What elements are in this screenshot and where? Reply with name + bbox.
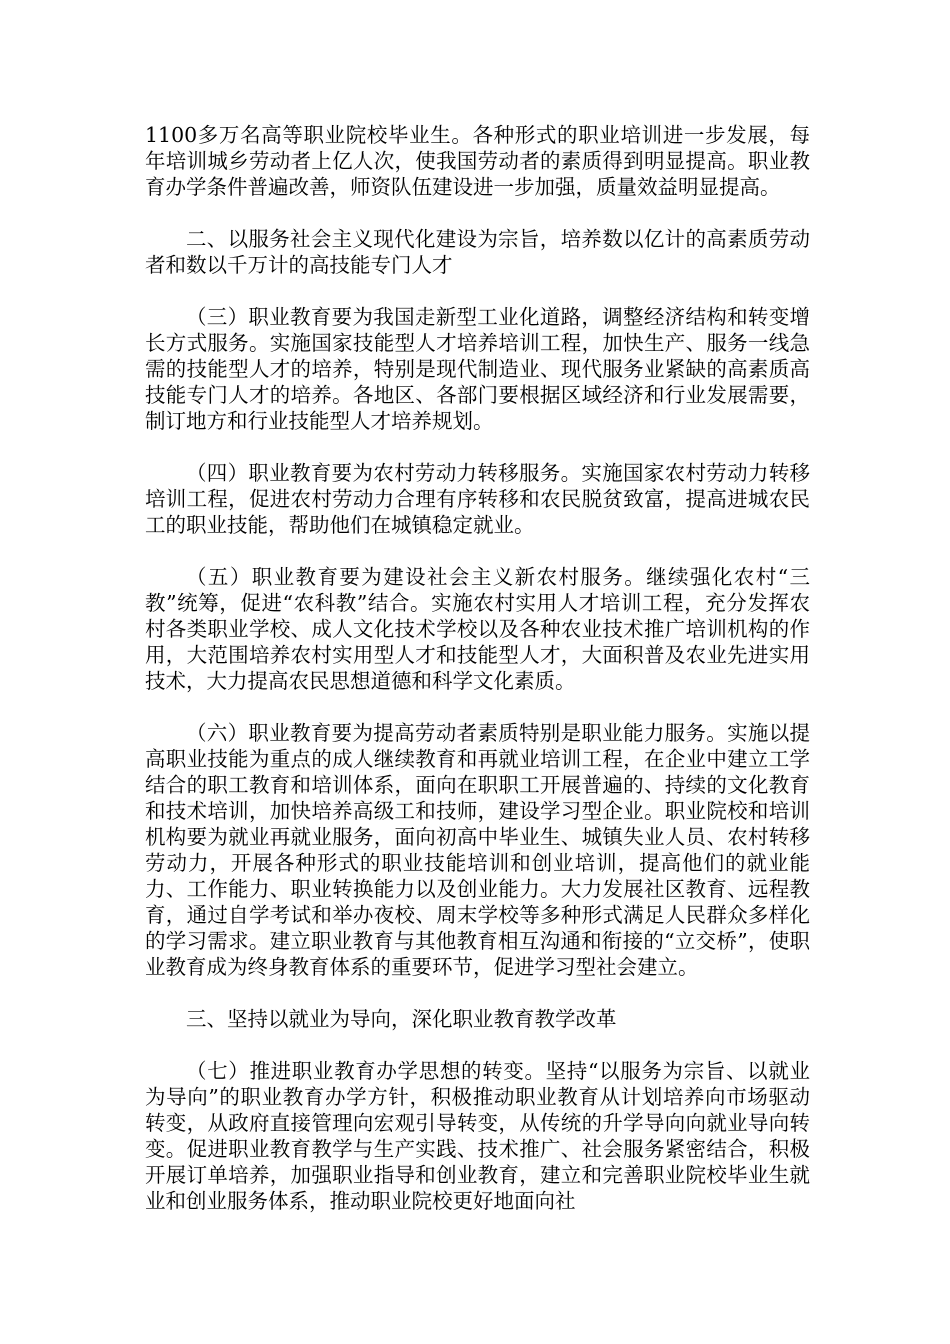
paragraph-item-4: （四）职业教育要为农村劳动力转移服务。实施国家农村劳动力转移培训工程，促进农村劳动力合理有序转移和农民脱贫致富，提高进城农民工的职业技能，帮助他们在城镇稳定就业。 — [145, 461, 810, 537]
paragraph-item-3: （三）职业教育要为我国走新型工业化道路，调整经济结构和转变增长方式服务。实施国家技能型人才培养培训工程，加快生产、服务一线急需的技能型人才的培养，特别是现代制造业、现代服务业紧缺的高素质高技能专门人才的培养。各地区、各部门要根据区域经济和行业发展需要，制订地方和行业技能型人才培养规划。 — [145, 305, 810, 433]
paragraph-item-7: （七）推进职业教育办学思想的转变。坚持“以服务为宗旨、以就业为导向”的职业教育办学方针，积极推动职业教育从计划培养向市场驱动转变，从政府直接管理向宏观引导转变，从传统的升学导向向就业导向转变。促进职业教育教学与生产实践、技术推广、社会服务紧密结合，积极开展订单培养，加强职业指导和创业教育，建立和完善职业院校毕业生就业和创业服务体系，推动职业院校更好地面向社 — [145, 1059, 810, 1213]
document-body — [145, 122, 810, 1240]
section-heading-2: 二、以服务社会主义现代化建设为宗旨，培养数以亿计的高素质劳动者和数以千万计的高技能专门人才 — [145, 227, 810, 277]
paragraph-item-6: （六）职业教育要为提高劳动者素质特别是职业能力服务。实施以提高职业技能为重点的成人继续教育和再就业培训工程，在企业中建立工学结合的职工教育和培训体系，面向在职职工开展普遍的、持续的文化教育和技术培训，加快培养高级工和技师，建设学习型企业。职业院校和培训机构要为就业再就业服务，面向初高中毕业生、城镇失业人员、农村转移劳动力，开展各种形式的职业技能培训和创业培训，提高他们的就业能力、工作能力、职业转换能力以及创业能力。大力发展社区教育、远程教育，通过自学考试和举办夜校、周末学校等多种形式满足人民群众多样化的学习需求。建立职业教育与其他教育相互沟通和衔接的“立交桥”，使职业教育成为终身教育体系的重要环节，促进学习型社会建立。 — [145, 721, 810, 979]
paragraph-continuation: 1100多万名高等职业院校毕业生。各种形式的职业培训进一步发展，每年培训城乡劳动者上亿人次，使我国劳动者的素质得到明显提高。职业教育办学条件普遍改善，师资队伍建设进一步加强，质量效益明显提高。 — [145, 123, 810, 199]
section-heading-3: 三、坚持以就业为导向，深化职业教育教学改革 — [186, 1007, 617, 1031]
paragraph-item-5: （五）职业教育要为建设社会主义新农村服务。继续强化农村“三教”统筹，促进“农科教”结合。实施农村实用人才培训工程，充分发挥农村各类职业学校、成人文化技术学校以及各种农业技术推广培训机构的作用，大范围培养农村实用型人才和技能型人才，大面积普及农业先进实用技术，大力提高农民思想道德和科学文化素质。 — [145, 565, 810, 693]
